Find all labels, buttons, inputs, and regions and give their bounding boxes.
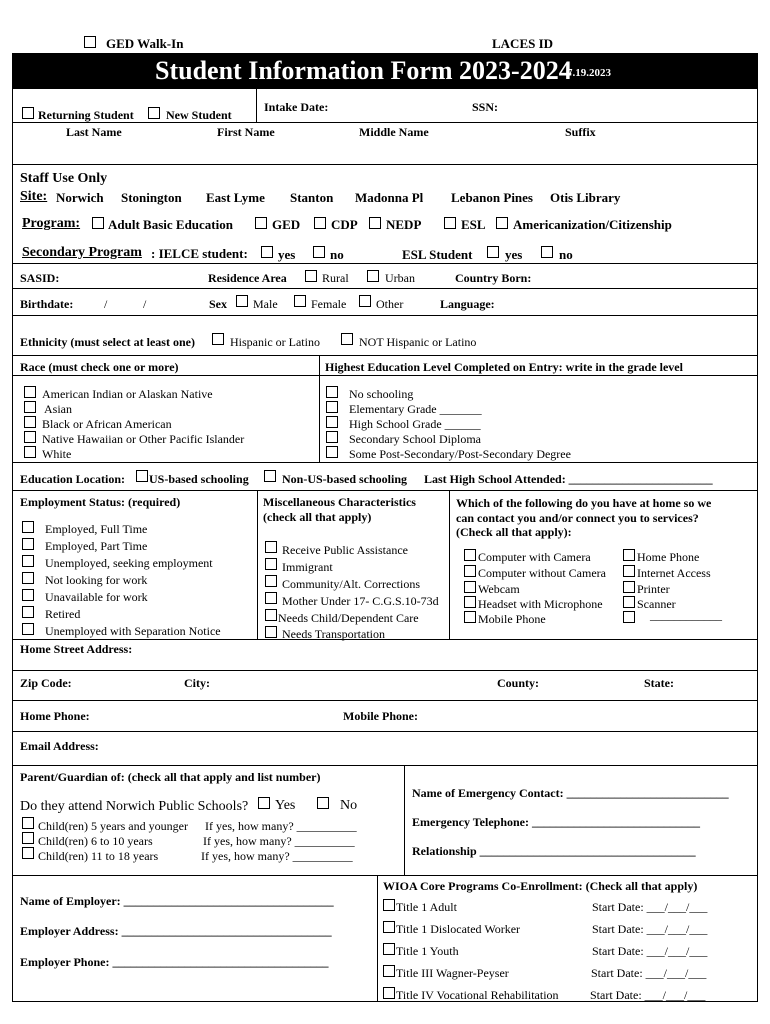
child-5-howmany: If yes, how many? __________ [205,819,357,833]
education-title: Highest Education Level Completed on Entry: write in the grade level [325,360,683,374]
site-norwich: Norwich [56,190,104,205]
child-5-checkbox[interactable] [22,817,34,829]
middle-name-label: Middle Name [359,125,429,139]
wioa-start-5: Start Date: ___/___/___ [590,988,706,1002]
home-right-item-4: Scanner [637,597,676,611]
misc-item-5: Needs Child/Dependent Care [278,611,419,625]
home-left-checkbox-2[interactable] [464,565,476,577]
birthdate-label: Birthdate: [20,297,74,311]
nonus-schooling-label: Non-US-based schooling [282,472,408,486]
child-6-10-label: Child(ren) 6 to 10 years [38,834,153,848]
site-label: Site: [20,189,48,204]
misc-checkbox-1[interactable] [265,541,277,553]
birthdate-slash-2: / [143,297,147,311]
employment-title: Employment Status: (required) [20,495,181,509]
esl-student-label: ESL Student [402,247,473,262]
esl-yes-label: yes [505,247,523,262]
employer-address-label: Employer Address: ___________________________________ [20,924,332,938]
child-6-10-checkbox[interactable] [22,832,34,844]
misc-title-2: (check all that apply) [263,510,372,524]
abe-checkbox[interactable] [92,217,104,229]
female-checkbox[interactable] [294,295,306,307]
email-label: Email Address: [20,739,99,753]
home-title-3: (Check all that apply): [456,525,572,539]
home-right-checkbox-3[interactable] [623,581,635,593]
misc-item-4: Mother Under 17- C.G.S.10-73d [282,594,439,608]
race-item-2: Asian [44,402,72,416]
race-item-1: American Indian or Alaskan Native [42,387,213,401]
wioa-item-5: Title IV Vocational Rehabilitation [396,988,559,1002]
home-left-item-1: Computer with Camera [478,550,591,564]
esl-label: ESL [461,217,486,232]
wioa-title: WIOA Core Programs Co-Enrollment: (Check all that apply) [383,879,698,893]
home-left-item-3: Webcam [478,582,520,596]
sasid-label: SASID: [20,271,60,285]
home-left-checkbox-3[interactable] [464,581,476,593]
esl-no-label: no [559,247,573,262]
home-title-1: Which of the following do you have at home so we [456,496,712,510]
secondary-program-label: Secondary Program [22,245,142,260]
ielce-yes-label: yes [278,247,296,262]
nps-yes-checkbox[interactable] [258,797,270,809]
ged-walkin-label: GED Walk-In [106,36,184,51]
ssn-label: SSN: [472,100,499,114]
ged-label: GED [272,217,301,232]
new-student-label: New Student [166,108,232,122]
child-11-18-howmany: If yes, how many? __________ [201,849,353,863]
edu-location-label: Education Location: [20,472,126,486]
zip-label: Zip Code: [20,676,72,690]
female-label: Female [311,297,347,311]
abe-label: Adult Basic Education [108,217,233,232]
ged-walkin-checkbox[interactable] [84,36,96,48]
us-schooling-label: US-based schooling [149,472,249,486]
site-stanton: Stanton [290,190,334,205]
program-label: Program: [22,216,81,231]
ethnicity-label: Ethnicity (must select at least one) [20,335,195,349]
site-east-lyme: East Lyme [206,190,265,205]
home-right-checkbox-1[interactable] [623,549,635,561]
emp-item-1: Employed, Full Time [45,522,148,536]
emergency-phone-label: Emergency Telephone: ____________________________ [412,815,700,829]
misc-checkbox-3[interactable] [265,575,277,587]
other-sex-label: Other [376,297,404,311]
misc-title-1: Miscellaneous Characteristics [263,495,416,509]
emp-item-2: Employed, Part Time [45,539,148,553]
emp-item-4: Not looking for work [45,573,148,587]
misc-checkbox-6[interactable] [265,626,277,638]
male-label: Male [253,297,278,311]
new-student-checkbox[interactable] [148,107,160,119]
wioa-checkbox-5[interactable] [383,987,395,999]
nps-question: Do they attend Norwich Public Schools? [20,799,249,814]
site-lebanon-pines: Lebanon Pines [451,190,533,205]
urban-checkbox[interactable] [367,270,379,282]
rural-label: Rural [322,271,349,285]
first-name-label: First Name [217,125,275,139]
nps-no-checkbox[interactable] [317,797,329,809]
home-left-item-2: Computer without Camera [478,566,606,580]
ielce-no-checkbox[interactable] [313,246,325,258]
home-right-checkbox-4[interactable] [623,596,635,608]
returning-student-label: Returning Student [38,108,134,122]
misc-item-6: Needs Transportation [282,627,385,641]
emp-item-6: Retired [45,607,81,621]
last-hs-attended: Last High School Attended: ________________________ [424,472,713,486]
wioa-item-3: Title 1 Youth [396,944,459,958]
home-left-checkbox-5[interactable] [464,611,476,623]
child-11-18-label: Child(ren) 11 to 18 years [38,849,159,863]
home-right-checkbox-2[interactable] [623,565,635,577]
esl-no-checkbox[interactable] [541,246,553,258]
employer-name-label: Name of Employer: ___________________________________ [20,894,334,908]
citizenship-checkbox[interactable] [496,217,508,229]
birthdate-slash-1: / [104,297,108,311]
emp-item-7: Unemployed with Separation Notice [45,624,221,638]
staff-use-title: Staff Use Only [20,171,108,186]
emp-checkbox-6[interactable] [22,606,34,618]
emp-checkbox-7[interactable] [22,623,34,635]
misc-item-3: Community/Alt. Corrections [282,577,420,591]
nonus-schooling-checkbox[interactable] [264,470,276,482]
wioa-checkbox-4[interactable] [383,965,395,977]
misc-item-2: Immigrant [282,560,333,574]
page-title: Student Information Form 2023-2024 [155,56,572,85]
nedp-label: NEDP [386,217,422,232]
country-born-label: Country Born: [455,271,532,285]
home-left-checkbox-1[interactable] [464,549,476,561]
wioa-checkbox-2[interactable] [383,921,395,933]
wioa-item-4: Title III Wagner-Peyser [396,966,509,980]
intake-date-label: Intake Date: [264,100,329,114]
misc-checkbox-4[interactable] [265,592,277,604]
esl-yes-checkbox[interactable] [487,246,499,258]
emp-item-5: Unavailable for work [45,590,148,604]
residence-label: Residence Area [208,271,287,285]
employer-phone-label: Employer Phone: ____________________________________ [20,955,329,969]
race-checkbox-5[interactable] [24,446,36,458]
wioa-item-2: Title 1 Dislocated Worker [396,922,521,936]
race-checkbox-4[interactable] [24,431,36,443]
home-right-item-5: ____________ [650,608,722,622]
mobile-phone-label: Mobile Phone: [343,709,418,723]
edu-checkbox-4[interactable] [326,431,338,443]
wioa-checkbox-3[interactable] [383,943,395,955]
not-hispanic-checkbox[interactable] [341,333,353,345]
child-6-10-howmany: If yes, how many? __________ [203,834,355,848]
male-checkbox[interactable] [236,295,248,307]
home-left-item-5: Mobile Phone [478,612,546,626]
race-item-5: White [42,447,72,461]
rural-checkbox[interactable] [305,270,317,282]
wioa-start-4: Start Date: ___/___/___ [591,966,707,980]
home-street-label: Home Street Address: [20,642,133,656]
emp-checkbox-1[interactable] [22,521,34,533]
urban-label: Urban [385,271,415,285]
ielce-no-label: no [330,247,344,262]
race-checkbox-3[interactable] [24,416,36,428]
race-title: Race (must check one or more) [20,360,179,374]
home-left-item-4: Headset with Microphone [478,597,603,611]
county-label: County: [497,676,540,690]
city-label: City: [184,676,210,690]
state-label: State: [644,676,674,690]
nedp-checkbox[interactable] [369,217,381,229]
laces-id-label: LACES ID [492,36,554,51]
hispanic-checkbox[interactable] [212,333,224,345]
home-right-item-1: Home Phone [637,550,700,564]
wioa-start-2: Start Date: ___/___/___ [592,922,708,936]
suffix-label: Suffix [565,125,596,139]
misc-checkbox-2[interactable] [265,558,277,570]
site-stonington: Stonington [121,190,182,205]
emp-checkbox-2[interactable] [22,538,34,550]
race-checkbox-2[interactable] [24,401,36,413]
title-bar [12,53,758,89]
wioa-start-3: Start Date: ___/___/___ [592,944,708,958]
edu-checkbox-5[interactable] [326,446,338,458]
relationship-label: Relationship ____________________________________ [412,844,696,858]
wioa-start-1: Start Date: ___/___/___ [592,900,708,914]
site-otis-library: Otis Library [550,190,621,205]
home-phone-label: Home Phone: [20,709,90,723]
wioa-item-1: Title 1 Adult [396,900,457,914]
home-title-2: can contact you and/or connect you to services? [456,511,699,525]
home-right-item-2: Internet Access [637,566,711,580]
edu-item-3: High School Grade ______ [349,417,481,431]
ged-checkbox[interactable] [255,217,267,229]
nps-no-label: No [340,798,358,813]
home-right-checkbox-5[interactable] [623,611,635,623]
nps-yes-label: Yes [275,798,296,813]
other-sex-checkbox[interactable] [359,295,371,307]
citizenship-label: Americanization/Citizenship [513,217,672,232]
misc-checkbox-5[interactable] [265,609,277,621]
edu-item-4: Secondary School Diploma [349,432,481,446]
language-label: Language: [440,297,495,311]
edu-checkbox-2[interactable] [326,401,338,413]
site-madonna: Madonna Pl [355,190,424,205]
esl-checkbox[interactable] [444,217,456,229]
ielce-label: : IELCE student: [151,246,248,261]
race-item-3: Black or African American [42,417,172,431]
edu-checkbox-1[interactable] [326,386,338,398]
ielce-yes-checkbox[interactable] [261,246,273,258]
cdp-label: CDP [331,217,358,232]
emergency-contact-label: Name of Emergency Contact: ___________________________ [412,786,729,800]
misc-item-1: Receive Public Assistance [282,543,408,557]
child-11-18-checkbox[interactable] [22,847,34,859]
edu-item-5: Some Post-Secondary/Post-Secondary Degree [349,447,571,461]
us-schooling-checkbox[interactable] [136,470,148,482]
edu-item-2: Elementary Grade _______ [349,402,482,416]
wioa-checkbox-1[interactable] [383,899,395,911]
guardian-title: Parent/Guardian of: (check all that apply and list number) [20,770,321,784]
form-version: 7.19.2023 [567,67,611,79]
emp-checkbox-5[interactable] [22,589,34,601]
not-hispanic-label: NOT Hispanic or Latino [359,335,477,349]
race-item-4: Native Hawaiian or Other Pacific Islander [42,432,245,446]
emp-checkbox-3[interactable] [22,555,34,567]
child-5-label: Child(ren) 5 years and younger [38,819,188,833]
last-name-label: Last Name [66,125,122,139]
sex-label: Sex [209,297,227,311]
home-right-item-3: Printer [637,582,670,596]
edu-checkbox-3[interactable] [326,416,338,428]
emp-item-3: Unemployed, seeking employment [45,556,213,570]
emp-checkbox-4[interactable] [22,572,34,584]
race-checkbox-1[interactable] [24,386,36,398]
cdp-checkbox[interactable] [314,217,326,229]
hispanic-label: Hispanic or Latino [230,335,320,349]
edu-item-1: No schooling [349,387,414,401]
home-left-checkbox-4[interactable] [464,596,476,608]
returning-student-checkbox[interactable] [22,107,34,119]
